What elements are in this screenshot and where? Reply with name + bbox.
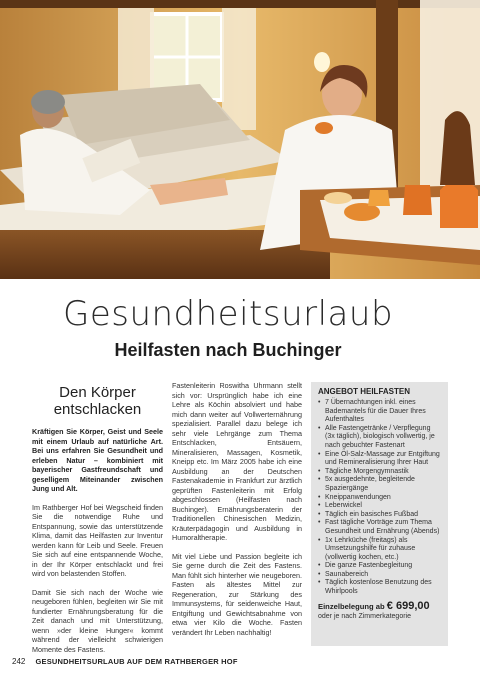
body-paragraph: Fastenleiterin Roswitha Uhrmann stellt sich vor: Ursprünglich habe ich eine Lehre als Köchin absolviert und habe mich dann weiter auf Vollwerternährung spezialisiert. Parallel dazu belege ich sehr viele Lehrgänge zum Thema Entschlacken, Entsäuern, Mineralisieren, Massagen, Kosmetik, Kneipp etc. Im März 2005 habe ich eine Ausbildung an der Deutschen Fastenakademie in Frankfurt zur ärztlich geprüften Fastenleiterin mit Erfolg abgeschlossen (Heilfasten nach Buchinger). Ernährungsberaterin der Traditionellen Chinesischen Medizin, Kräuterpädagogin und Ausbildung in Humoraltherapie.: [172, 381, 302, 542]
list-item: • 7 Übernachtungen inkl. eines Bademantels für die Dauer Ihres Aufenthaltes: [318, 399, 426, 424]
column-left: [32, 384, 163, 663]
list-item: • Tägliche Morgengymnastik: [318, 467, 409, 475]
price-value: € 699,00: [386, 599, 430, 612]
bullet-icon: •: [318, 579, 321, 587]
bullet-icon: •: [318, 570, 321, 578]
bullet-icon: •: [318, 450, 321, 458]
list-item: • 5x ausgedehnte, begleitende Spaziergänge: [318, 476, 415, 492]
spa-photo: [0, 0, 480, 279]
bullet-icon: •: [318, 493, 321, 501]
list-item: • Saunabereich: [318, 570, 369, 578]
page-subtitle: Heilfasten nach Buchinger: [114, 340, 342, 360]
bullet-icon: •: [318, 536, 321, 544]
list-item: • Alle Fastengetränke / Verpflegung (3x täglich), biologisch vollwertig, je nach gebuchter Fastenart: [318, 424, 435, 449]
list-item: • Täglich kostenlose Benutzung des Whirlpools: [318, 579, 432, 596]
list-item: • Eine Öl-Salz-Massage zur Entgiftung und Remineralisierung Ihrer Haut: [318, 450, 440, 467]
offer-list: [318, 399, 441, 597]
body-paragraph: Damit Sie sich nach der Woche wie neugeboren fühlen, begleiten wir Sie mit fundierter Ernährungsberatung für die Zeit danach und mit Unterstützung, wenn »der kleine Hunger« kommt während der vielleicht schwierigen Momente des Fastens.: [32, 587, 163, 654]
bullet-icon: •: [318, 476, 321, 484]
section-heading: [32, 384, 163, 418]
list-item: • Kneippanwendungen: [318, 493, 391, 501]
bullet-icon: •: [318, 502, 321, 510]
list-item: • 1x Lehrküche (freitags) als Umsetzungshilfe für zuhause (vollwertig kochen, etc.): [318, 536, 416, 561]
bullet-icon: •: [318, 519, 321, 527]
page-footer: [12, 657, 238, 666]
lead-paragraph: Kräftigen Sie Körper, Geist und Seele mit einem Urlaub auf natürliche Art. Bei uns erfahren Sie Gesundheit und erleben Natur – kombiniert mit bayerischer Gastfreundschaft und geselligem Miteinander zwischen Jung und Alt.: [32, 427, 163, 493]
page-number: 242: [12, 657, 26, 666]
list-item: • Die ganze Fastenbegleitung: [318, 562, 413, 570]
price-label: Einzelbelegung ab: [318, 601, 385, 611]
offer-title: ANGEBOT HEILFASTEN: [318, 387, 411, 396]
section-heading-line2: entschlacken: [53, 401, 142, 418]
body-paragraph: Mit viel Liebe und Passion begleite ich Sie gerne durch die Zeit des Fastens. Man fühlt sich hinterher wie neugeboren. Fasten als ältestes Mittel zur Regeneration, zur Stärkung des Immunsystems, für seidenweiche Haut, Entgiftung und Gewichtsabnahme von etwa vier Kilo die Woche. Fasten verändert Ihr Leben nachhaltig!: [172, 551, 302, 637]
price-note: oder je nach Zimmerkategorie: [318, 612, 411, 620]
bullet-icon: •: [318, 510, 321, 518]
bullet-icon: •: [318, 467, 321, 475]
bullet-icon: •: [318, 562, 321, 570]
footer-text: GESUNDHEITSURLAUB AUF DEM RATHBERGER HOF: [35, 657, 238, 666]
page-title: Gesundheitsurlaub: [62, 294, 394, 334]
list-item: • Fast tägliche Vorträge zum Thema Gesundheit und Ernährung (Abends): [318, 519, 440, 535]
price-line: [318, 600, 441, 612]
bullet-icon: •: [318, 424, 321, 432]
list-item: • Täglich ein basisches Fußbad: [318, 510, 418, 518]
column-middle: [172, 381, 302, 646]
bullet-icon: •: [318, 399, 321, 406]
section-heading-line1: Den Körper: [59, 384, 136, 401]
body-paragraph: Im Rathberger Hof bei Wegscheid finden Sie die notwendige Ruhe und Entspannung, sowie das unterstützende Klima, damit das Heilfasten zur Inventur werden kann für Leib und Seele. Freuen Sie sich auf eine entspannende Woche, in der Ihr Körper entschlackt und frei wird von belastenden Stoffen.: [32, 502, 163, 578]
offer-box: [311, 382, 448, 646]
list-item: • Leberwickel: [318, 502, 362, 510]
